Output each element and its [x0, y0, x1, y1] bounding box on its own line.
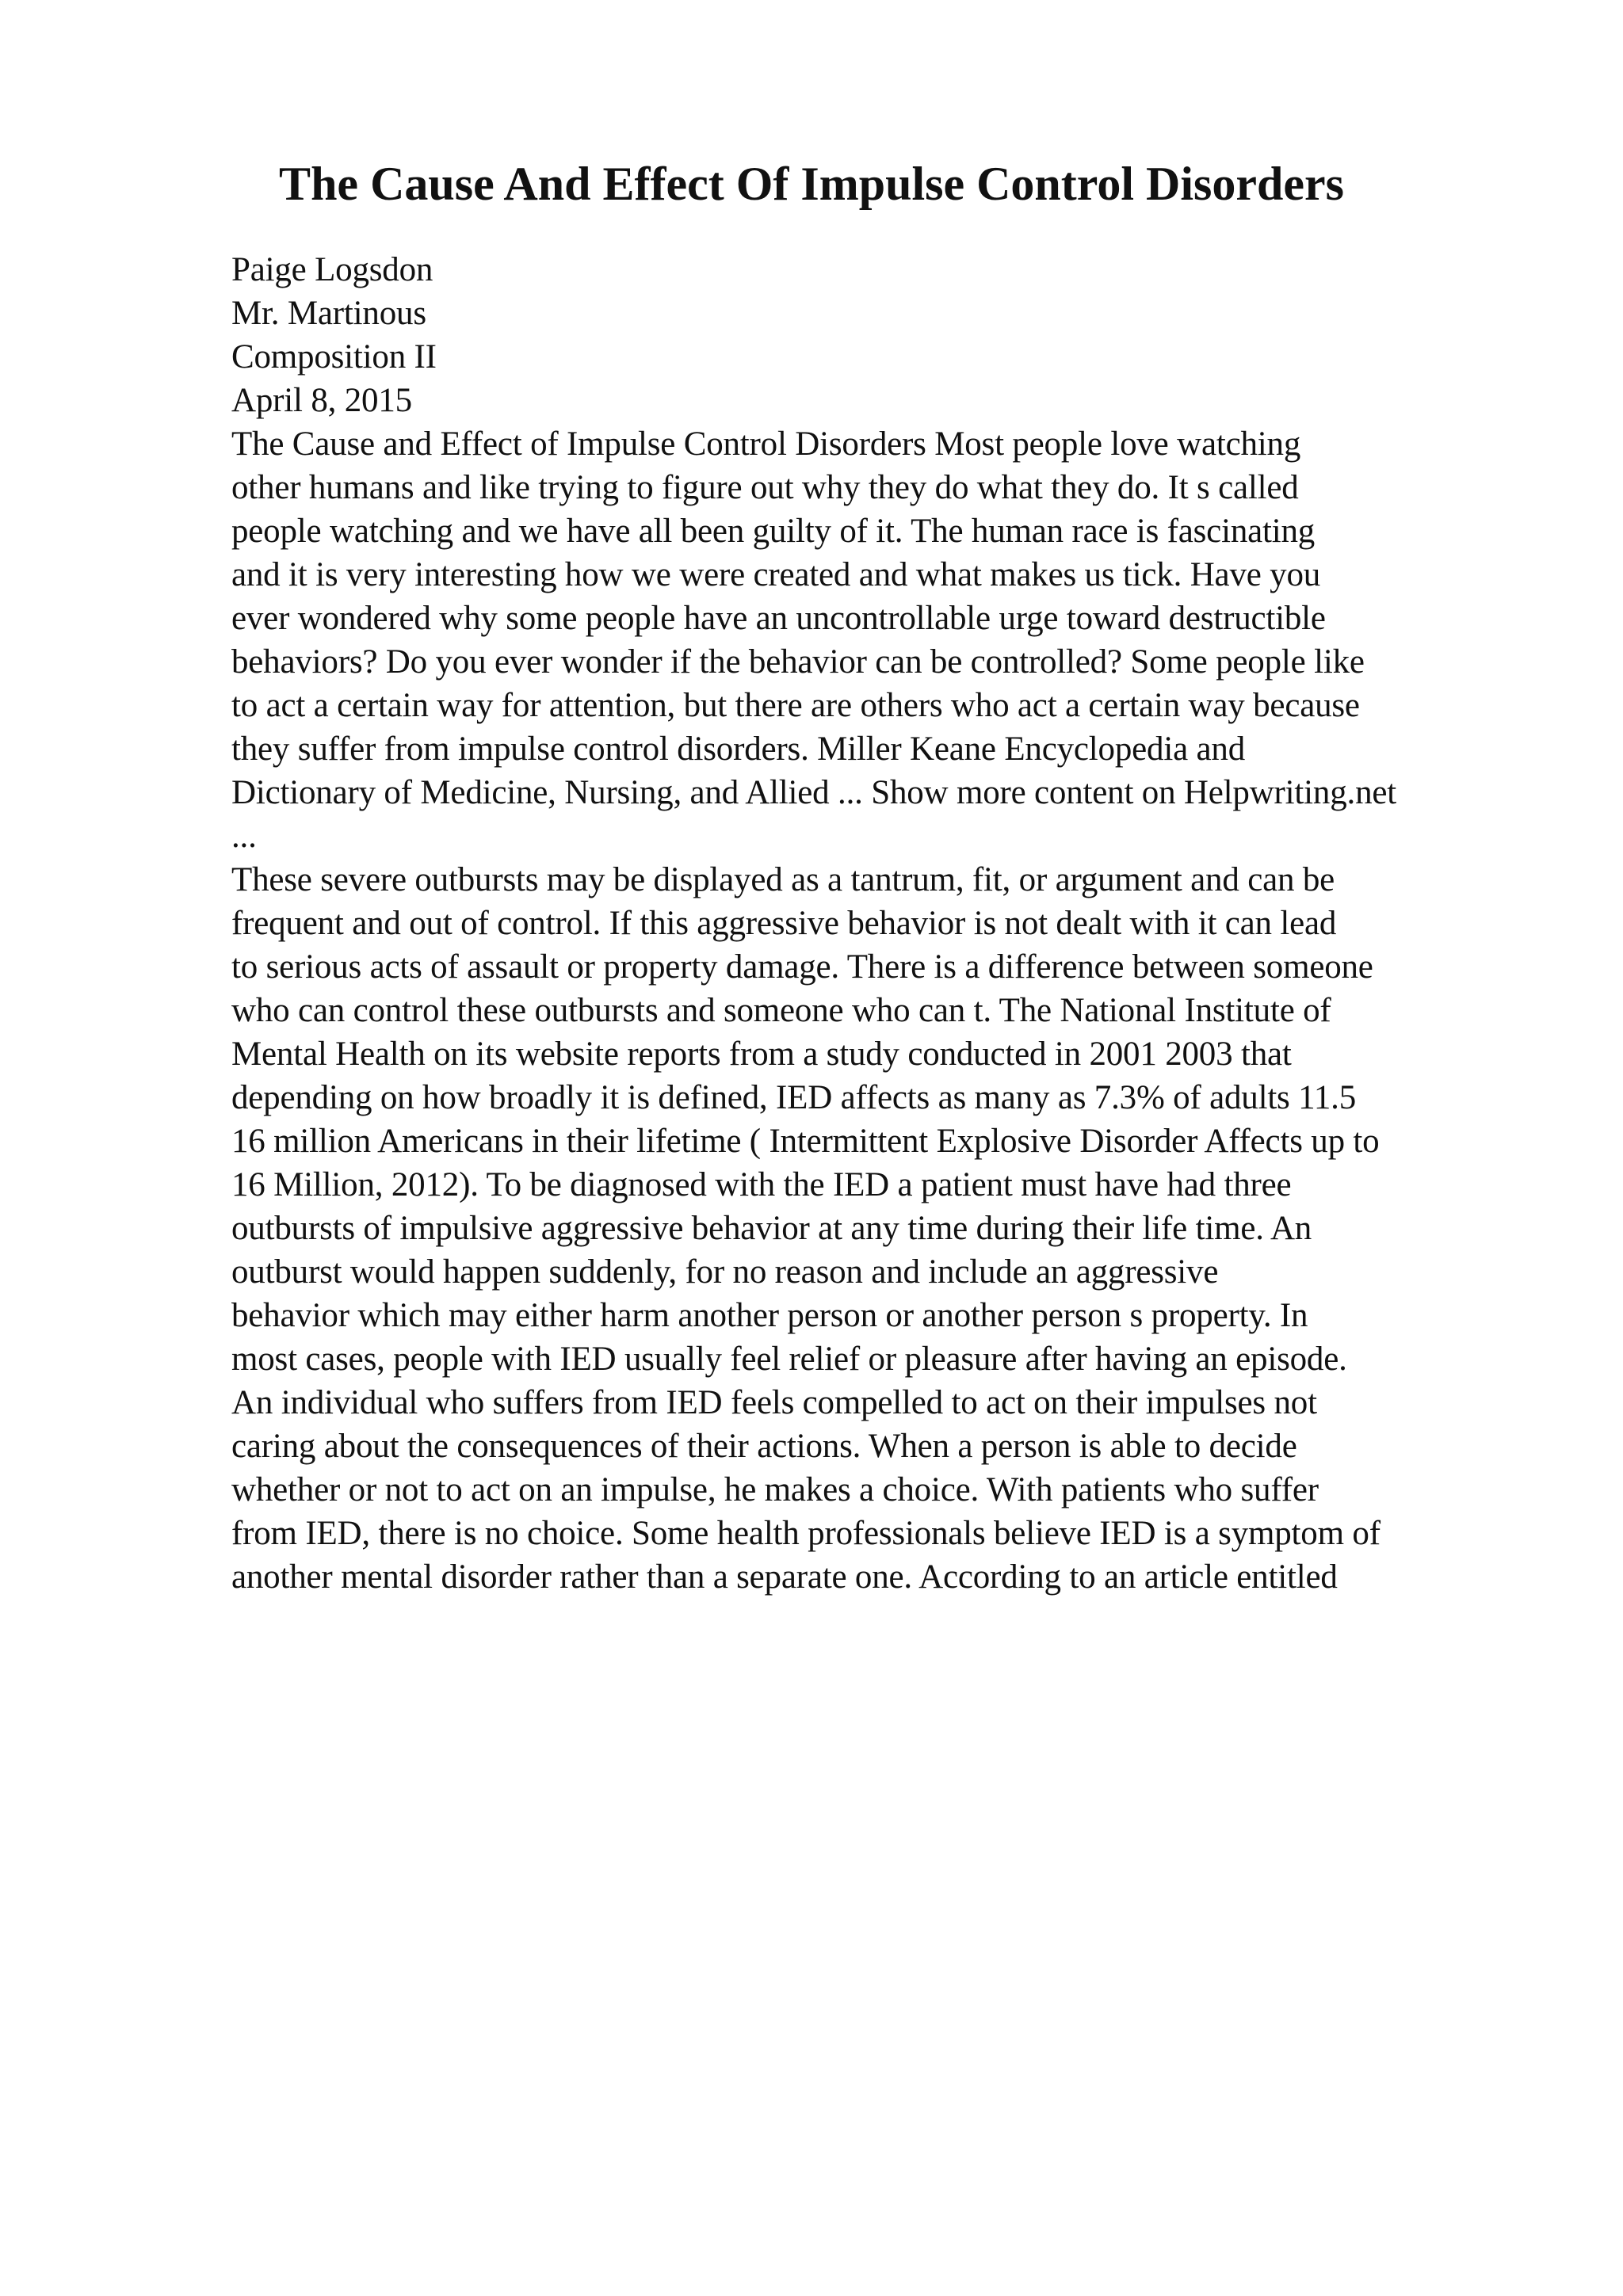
ellipsis-line: ... [231, 818, 257, 855]
text-line: from IED, there is no choice. Some health professionals believe IED is a symptom of [231, 1515, 1381, 1552]
text-line: These severe outbursts may be displayed as a tantrum, fit, or argument and can be [231, 861, 1335, 898]
text-line: 16 million Americans in their lifetime ( Intermittent Explosive Disorder Affects up to [231, 1123, 1380, 1160]
paragraph-2 [231, 858, 1610, 1599]
text-line: Mental Health on its website reports from a study conducted in 2001 2003 that [231, 1035, 1292, 1073]
text-line: outbursts of impulsive aggressive behavior at any time during their life time. An [231, 1210, 1312, 1247]
text-line: to act a certain way for attention, but there are others who act a certain way because [231, 687, 1360, 724]
instructor-name: Mr. Martinous [231, 295, 426, 332]
document-body [231, 248, 1610, 1599]
header-block [231, 248, 1610, 422]
text-line: The Cause and Effect of Impulse Control Disorders Most people love watching [231, 425, 1301, 463]
author-name: Paige Logsdon [231, 251, 433, 288]
text-line: caring about the consequences of their actions. When a person is able to decide [231, 1428, 1297, 1465]
text-line: depending on how broadly it is defined, IED affects as many as 7.3% of adults 11.5 [231, 1079, 1356, 1116]
document-date: April 8, 2015 [231, 382, 412, 419]
text-line: and it is very interesting how we were created and what makes us tick. Have you [231, 556, 1321, 593]
text-line: behaviors? Do you ever wonder if the behavior can be controlled? Some people like [231, 643, 1365, 681]
text-line: ever wondered why some people have an uncontrollable urge toward destructible [231, 600, 1326, 637]
text-line: another mental disorder rather than a separate one. According to an article entitled [231, 1558, 1338, 1596]
text-line: 16 Million, 2012). To be diagnosed with the IED a patient must have had three [231, 1166, 1292, 1203]
text-line: people watching and we have all been guilty of it. The human race is fascinating [231, 513, 1316, 550]
text-line: whether or not to act on an impulse, he makes a choice. With patients who suffer [231, 1471, 1319, 1508]
text-line: frequent and out of control. If this aggressive behavior is not dealt with it can lead [231, 905, 1337, 942]
paragraph-1 [231, 422, 1610, 858]
text-line: An individual who suffers from IED feels compelled to act on their impulses not [231, 1384, 1317, 1421]
course-name: Composition II [231, 338, 437, 376]
document-title: The Cause And Effect Of Impulse Control Disorders [279, 158, 1344, 210]
text-line: they suffer from impulse control disorders. Miller Keane Encyclopedia and [231, 730, 1245, 768]
text-line: who can control these outbursts and someone who can t. The National Institute of [231, 992, 1331, 1029]
text-line: outburst would happen suddenly, for no reason and include an aggressive [231, 1253, 1219, 1291]
text-line: Dictionary of Medicine, Nursing, and Allied ... Show more content on Helpwriting.net [231, 774, 1396, 811]
text-line: most cases, people with IED usually feel relief or pleasure after having an episode. [231, 1341, 1347, 1378]
text-line: behavior which may either harm another person or another person s property. In [231, 1297, 1308, 1334]
text-line: other humans and like trying to figure out why they do what they do. It s called [231, 469, 1299, 506]
text-line: to serious acts of assault or property damage. There is a difference between someone [231, 948, 1373, 986]
